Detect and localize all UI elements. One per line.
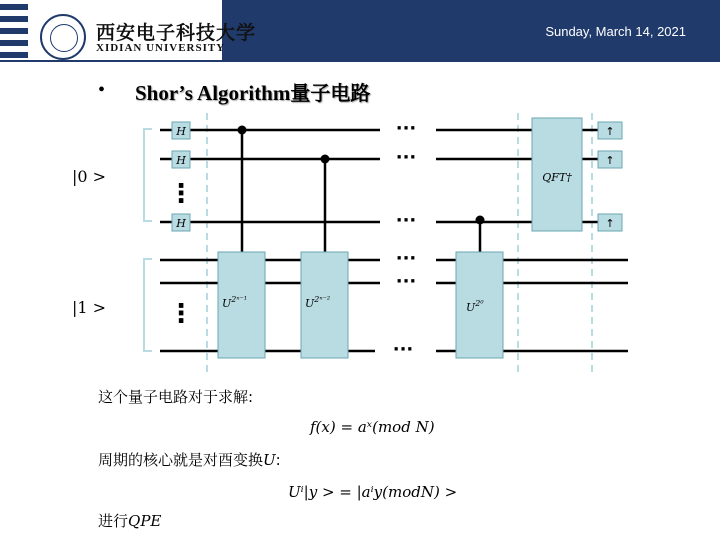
register-1-label: |1 > [72,298,107,317]
svg-text:···: ··· [395,147,417,168]
hadamard-gate-label: H [176,154,186,167]
hadamard-gate-label: H [176,125,186,138]
svg-text:⋮: ⋮ [168,179,194,209]
formula-1: f(x) = aˣ(mod N) [310,418,435,436]
slide-title-en: Shor’s Algorithm [135,81,291,105]
u-gate-label: $U^{2^{n-1}}$ [222,295,248,310]
measurement-boxes [598,122,622,231]
body-line-3: 进行QPE [98,512,162,530]
measure-arrow-icon: ↑ [605,125,615,138]
register-braces [144,129,152,351]
svg-text:···: ··· [392,339,414,360]
slide-date: Sunday, March 14, 2021 [545,24,686,39]
hadamard-gates [172,122,190,231]
svg-text:⋮: ⋮ [168,299,194,329]
formula-2: Uⁱ|y > = |aⁱy(modN) > [288,483,458,501]
svg-text:···: ··· [395,210,417,231]
body-line-1: 这个量子电路对于求解: [98,388,254,406]
register-0-label: |0 > [72,167,107,186]
svg-text:···: ··· [395,248,417,269]
control-dots [238,126,485,225]
u-gate-label: $U^{2^0}$ [466,299,484,314]
university-name-en: XIDIAN UNIVERSITY [96,42,226,54]
measure-arrow-icon: ↑ [605,217,615,230]
title-bullet: • [98,79,106,101]
university-name-cn: 西安电子科技大学 [96,22,257,44]
body-line-2: 周期的核心就是对酉变换U: [98,451,281,469]
svg-text:···: ··· [395,118,417,139]
slide-title-cn: 量子电路 [290,81,371,105]
hadamard-gate-label: H [176,217,186,230]
svg-text:···: ··· [395,271,417,292]
measure-arrow-icon: ↑ [605,154,615,167]
qft-dagger-label: QFT† [542,171,572,184]
u-gate-label: $U^{2^{n-2}}$ [305,295,331,310]
horizontal-ellipses [393,118,417,360]
controlled-u-gates [218,252,503,358]
vertical-ellipses [168,179,194,329]
